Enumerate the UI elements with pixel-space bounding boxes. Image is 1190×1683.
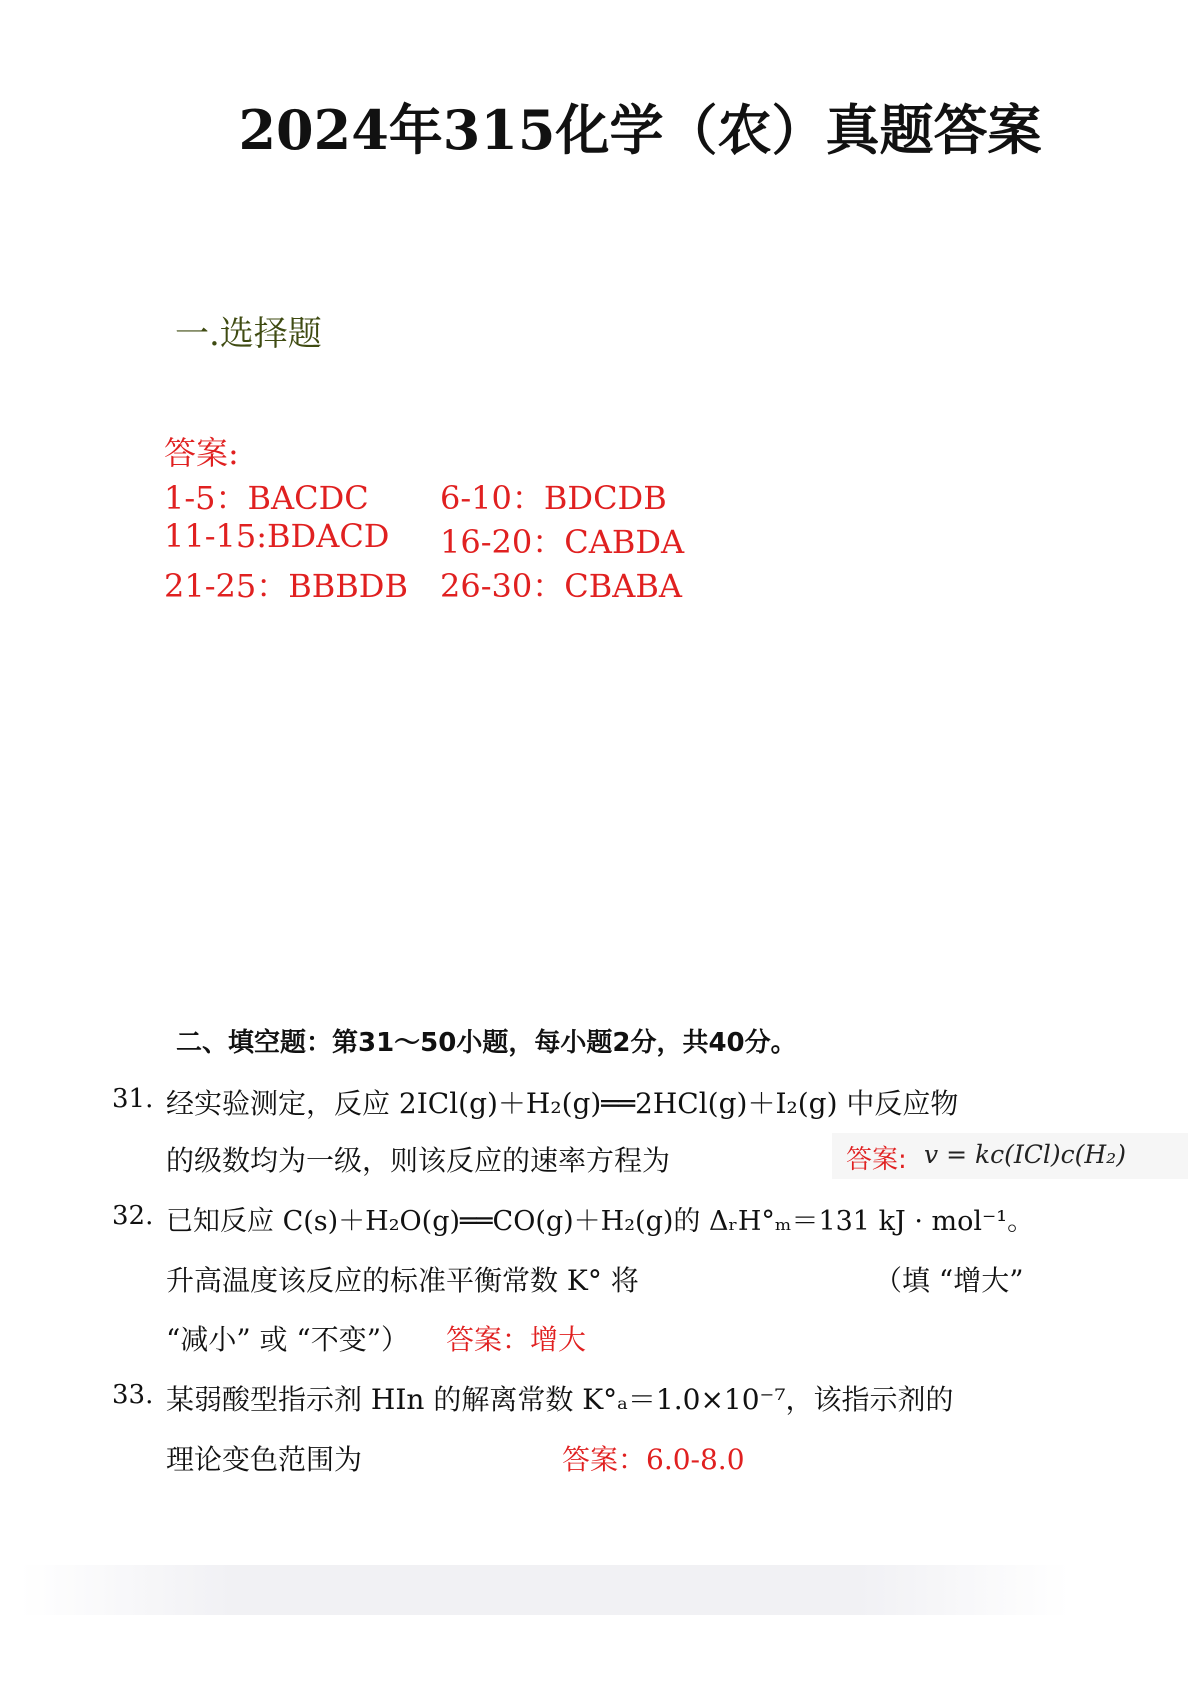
question-text: 已知反应 C(s)＋H₂O(g)══CO(g)＋H₂(g)的 ΔᵣH°ₘ＝131 kJ · mol⁻¹。 (166, 1206, 1035, 1237)
section-heading-fill-in: 二、填空题：第31～50小题，每小题2分，共40分。 (176, 1028, 797, 1058)
answer-label: 答案: (164, 434, 239, 472)
faded-footer-strip (20, 1565, 1070, 1615)
page-title: 2024年315化学（农）真题答案 (238, 98, 1042, 162)
question-number: 33. (112, 1380, 154, 1410)
answer-text: 答案：6.0-8.0 (562, 1443, 745, 1476)
answer-label: 答案: (846, 1145, 907, 1175)
question-text: 某弱酸型指示剂 HIn 的解离常数 K°ₐ＝1.0×10⁻⁷，该指示剂的 (166, 1383, 954, 1416)
answer-range: 6-10：BDCDB (440, 479, 667, 517)
question-text: （填 “增大” (874, 1264, 1024, 1297)
answer-range: 1-5：BACDC (164, 479, 369, 517)
answer-range: 11-15:BDACD (164, 517, 390, 555)
answer-range: 26-30：CBABA (440, 567, 682, 605)
question-text: 经实验测定，反应 2ICl(g)＋H₂(g)══2HCl(g)＋I₂(g) 中反应物 (166, 1087, 959, 1120)
question-text: 升高温度该反应的标准平衡常数 K° 将 (166, 1264, 639, 1297)
question-text: “减小” 或 “不变”） (166, 1323, 410, 1356)
question-number: 31. (112, 1084, 154, 1114)
question-text: 理论变色范围为 (166, 1443, 363, 1476)
answer-range: 21-25：BBBDB (164, 567, 408, 605)
question-text: 的级数均为一级，则该反应的速率方程为 (166, 1144, 671, 1177)
question-number: 32. (112, 1201, 154, 1231)
answer-formula: v = kc(ICl)c(H₂) (924, 1140, 1126, 1169)
answer-range: 16-20：CABDA (440, 523, 685, 561)
answer-text: 答案：增大 (446, 1323, 587, 1356)
section-heading-multiple-choice: 一.选择题 (175, 314, 322, 354)
